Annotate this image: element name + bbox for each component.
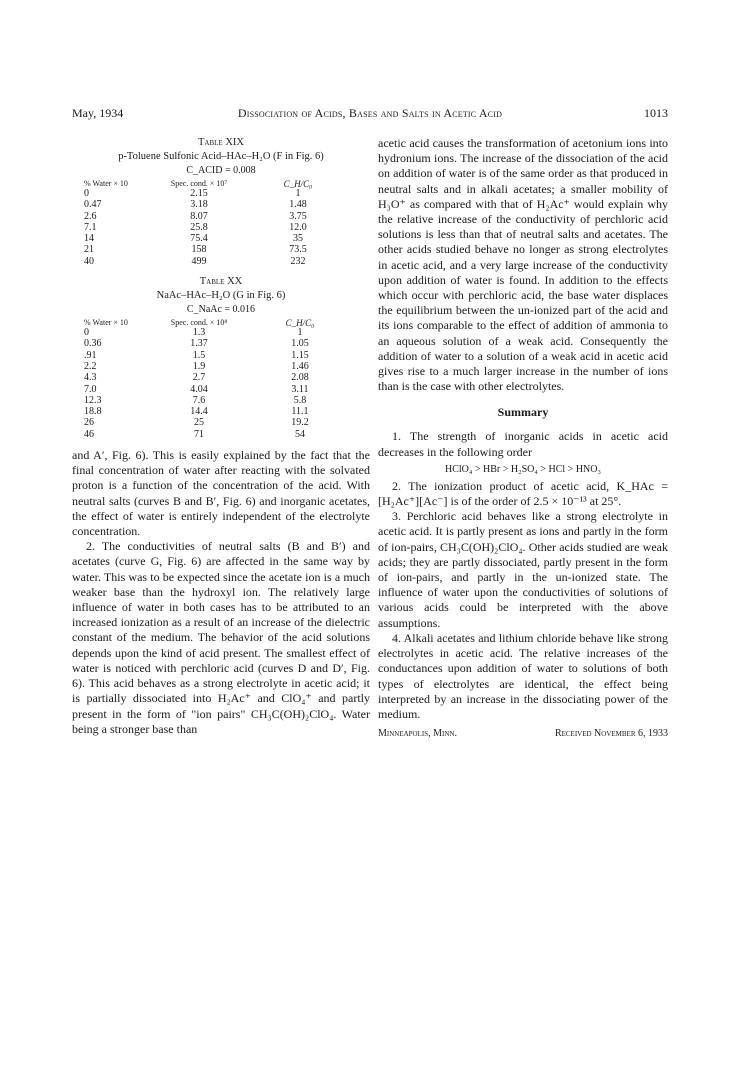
table19-header-water: % Water × 10 (84, 179, 128, 188)
table20-header-cond: Spec. cond. × 10⁸ (170, 318, 228, 328)
table-row (84, 327, 346, 338)
table19-header-ratio: C_H/C₀ (283, 179, 313, 189)
table-cell: 7.1 (84, 221, 97, 233)
header-title: Dissociation of Acids, Bases and Salts in Acetic Acid (237, 106, 503, 120)
left-column (72, 136, 370, 737)
table-row (84, 199, 342, 210)
summary-item-4: 4. Alkali acetates and lithium chloride behave like strong electrolytes in acetic acid. The relative increases of the conductances upon addition of water to solutions of both types of electrolytes are identical, the effect being interpreted by an increase in the dissociating power of the medium. (378, 630, 668, 721)
table-cell: 4.3 (84, 372, 97, 384)
table20-caption: Table XX (199, 276, 243, 288)
left-paragraph-1: and A′, Fig. 6). This is easily explained by the fact that the final concentration of water after reacting with the solvated proton is a function of the concentration of the acid. With neutral salts (curves B and B′, Fig. 6) and inorganic acetates, the effect of water is entirely independent of the electrolyte concentration. (72, 448, 370, 539)
table-cell: 1.9 (192, 360, 206, 372)
table-cell: 7.0 (84, 383, 97, 395)
table-row (84, 350, 346, 361)
table-cell: 2.2 (84, 360, 97, 372)
table-row (84, 188, 342, 199)
table19 (84, 180, 342, 267)
right-paragraph-1: acetic acid causes the transformation of acetonium ions into hydronium ions. The increase of the dissociation of the acid on addition of water is of the same order as that produced in neutral salts and in alkali acetates; a smaller mobility of H₃O⁺ as compared with that of H₂Ac⁺ would explain why the relative increase of the conductivity of perchloric acid solutions is less than that of neutral salts and acetates. The other acids studied behave no longer as strong electrolytes in acetic acid, and a very large increase of the conductivity upon addition of water is found. In addition to the effects which occur with perchloric acid, the base water displaces the equilibrium between the un-ionized part of the acid and its ions comparable to the effect of addition of ammonia to an aqueous solution of a weak acid. Consequently the addition of water to a solution of a weak acid in acetic acid gives rise to a much larger increase in the number of ions than is the case with other electrolytes. (378, 136, 668, 394)
table20-header-ratio: C_H/C₀ (285, 318, 315, 329)
table-cell: 35 (293, 233, 303, 245)
table-cell: 14 (84, 233, 94, 245)
table-cell: 232 (290, 255, 306, 267)
table-row (84, 384, 346, 395)
table-row (84, 429, 346, 440)
table20-subtitle: NaAc–HAc–H₂O (G in Fig. 6) (156, 290, 286, 302)
table20-concentration: C_NaAc = 0.016 (186, 304, 256, 316)
summary-heading: Summary (497, 405, 549, 420)
table-cell: 3.18 (190, 199, 208, 211)
signature-line (378, 726, 668, 741)
table-cell: 1.3 (192, 327, 206, 339)
table19-concentration: C_ACID = 0.008 (186, 165, 256, 176)
table-row (84, 338, 346, 349)
table-cell: 1.37 (190, 338, 208, 350)
running-header (72, 106, 668, 122)
table-row (84, 395, 346, 406)
table-cell: 2.15 (190, 188, 208, 199)
table-cell: 3.11 (291, 383, 309, 395)
table-cell: 12.3 (84, 394, 102, 406)
table-cell: 11.1 (291, 406, 309, 418)
table-cell: .91 (84, 349, 97, 361)
table19-caption: Table XIX (198, 137, 244, 148)
table-row (84, 211, 342, 222)
left-paragraph-2: 2. The conductivities of neutral salts (B and B′) and acetates (curve G, Fig. 6) are affected in the same way by water. This was to be expected since the acetate ion is a much weaker base than the hydroxyl ion. The relatively large influence of water in both cases has to be attributed to an increased ionization as a result of an increase of the dielectric constant of the medium. The behavior of the acid solutions depends upon the kind of acid present. The smallest effect of water is noticed with perchloric acid (curves D and D′, Fig. 6). This acid behaves as a strong electrolyte in acetic acid; it is partially dissociated into H₂Ac⁺ and ClO₄⁺ and partly present in the form of "ion pairs" CH₃C(OH)₂ClO₄. Water being a stronger base than (72, 539, 370, 736)
table20 (84, 319, 346, 440)
table-cell: 54 (295, 428, 305, 440)
table-cell: 12.0 (289, 221, 307, 233)
table-cell: 25.8 (190, 221, 208, 233)
table-cell: 18.8 (84, 406, 102, 418)
table-cell: 75.4 (190, 233, 208, 245)
table-cell: 26 (84, 417, 94, 429)
table-cell: 2.6 (84, 210, 97, 222)
table-cell: 1.15 (291, 349, 309, 361)
table-cell: 1 (297, 327, 303, 339)
table-row (84, 233, 342, 244)
table-cell: 499 (191, 255, 207, 267)
table19-body (84, 188, 342, 267)
table-cell: 2.7 (192, 372, 206, 384)
place: Minneapolis, Minn. (378, 728, 457, 740)
table-cell: 46 (84, 428, 94, 440)
summary-item-1: 1. The strength of inorganic acids in acetic acid decreases in the following order (378, 429, 668, 459)
table-row (84, 256, 342, 267)
summary-item-3: 3. Perchloric acid behaves like a strong electrolyte in acetic acid. It is partly present as ions and partly in the form of ion-pairs, CH₃C(OH)₂ClO₄. Other acids studied are weak acids; they are partly dissociated, partly present in the form of ion-pairs, and partly in the un-ionized state. The influence of water upon the conductivities of solutions of various acids could be interpreted with the above assumptions. (378, 509, 668, 630)
acid-strength-order: HClO₄ > HBr > H₂SO₄ > HCl > HNO₃ (445, 463, 601, 475)
received-date: Received November 6, 1933 (554, 728, 668, 740)
table-cell: 1.05 (291, 338, 309, 350)
table-cell: 25 (194, 417, 204, 429)
table-row (84, 244, 342, 255)
table-cell: 73.5 (289, 244, 307, 256)
table19-subtitle: p-Toluene Sulfonic Acid–HAc–H₂O (F in Fig. 6) (118, 151, 324, 162)
table-row (84, 406, 346, 417)
table-cell: 1 (295, 188, 301, 199)
table-cell: 0.47 (84, 199, 102, 211)
table20-header-water: % Water × 10 (84, 318, 128, 328)
table-cell: 71 (194, 428, 204, 440)
table-cell: 3.75 (289, 210, 307, 222)
table-cell: 7.6 (192, 394, 206, 406)
table-row (84, 372, 346, 383)
table-cell: 158 (191, 244, 207, 256)
table20-body (84, 327, 346, 440)
table-cell: 1.5 (192, 349, 206, 361)
table-cell: 4.04 (190, 383, 208, 395)
table-cell: 40 (84, 255, 94, 267)
table-cell: 21 (84, 244, 94, 256)
table-cell: 5.8 (293, 394, 307, 406)
table-cell: 0 (84, 327, 89, 339)
right-column (378, 136, 668, 741)
table-cell: 19.2 (291, 417, 309, 429)
table-cell: 0 (84, 188, 89, 199)
table-row (84, 222, 342, 233)
table19-header-cond: Spec. cond. × 10⁷ (170, 179, 228, 188)
header-date: May, 1934 (72, 106, 124, 120)
table-row (84, 361, 346, 372)
page-number: 1013 (644, 106, 668, 120)
table-cell: 14.4 (190, 406, 208, 418)
table-cell: 1.46 (291, 360, 309, 372)
summary-item-2: 2. The ionization product of acetic acid, K_HAc = [H₂Ac⁺][Ac⁻] is of the order of 2.5 × 10⁻¹³ at 25°. (378, 478, 668, 509)
table-cell: 2.08 (291, 372, 309, 384)
table-row (84, 417, 346, 428)
table-cell: 1.48 (289, 199, 307, 211)
table-cell: 8.07 (190, 210, 208, 222)
table-cell: 0.36 (84, 338, 102, 350)
